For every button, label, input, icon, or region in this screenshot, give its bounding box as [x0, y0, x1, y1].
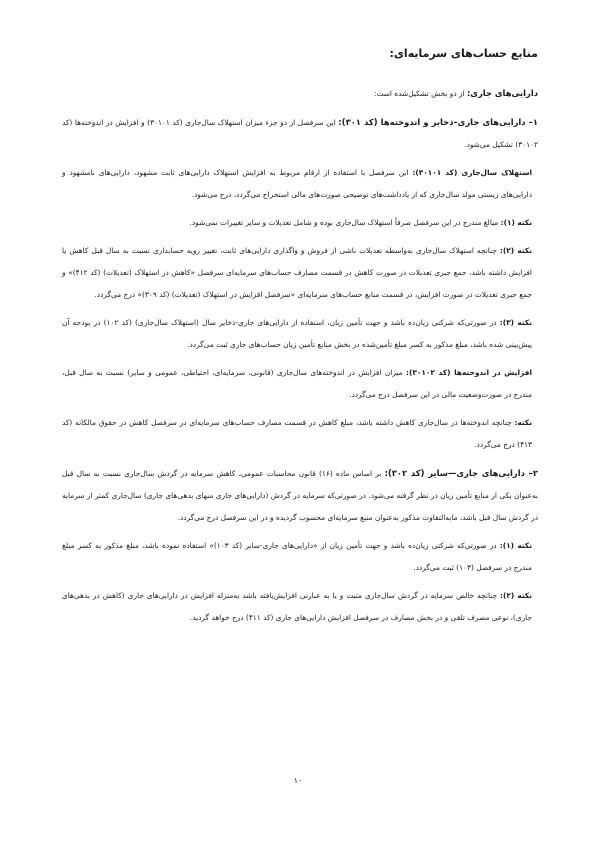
paragraph-text: از دو بخش تشکیل‌شده است: — [373, 89, 467, 98]
paragraph-text: چنانچه اندوخته‌ها در سال‌جاری کاهش داشته باشد، مبلغ کاهش در قسمت مصارف حساب‌های سرمایه‌ای در سرفصل کاهش در حقوق مالکانه (کد ۴۱۳) درج می‌گردد. — [62, 418, 532, 449]
paragraph-lead: نکته (۲): — [499, 246, 532, 255]
paragraph-note-3 — [62, 312, 538, 356]
document-body — [62, 46, 538, 635]
paragraph-reserve-increase — [62, 362, 538, 406]
paragraph-text: در صورتی‌که شرکتی زیان‌ده باشد و جهت تأمین زیان از «دارایی‌های جاری-سایر (کد ۱۰۳)» استفاده نموده باشد، مبلغ مذکور به کسر مبلغ مندرج در سرفصل (۱۰۳) ثبت می‌گردد. — [62, 541, 532, 572]
paragraph-text: مبالغ مندرج در این سرفصل صرفاً استهلاک سال‌جاری بوده و شامل تعدیلات و سایر تغییرات نمی‌شود. — [189, 218, 501, 227]
paragraph-note — [62, 412, 538, 456]
paragraph-lead: نکته: — [514, 418, 532, 427]
paragraph-text: این سرفصل از دو جزء میزان استهلاک سال‌جاری (کد ۳۰۱۰۱) و افزایش در اندوخته‌ها (کد ۳۰۱۰۲) تشکیل می‌شود. — [62, 118, 538, 149]
paragraph-text: بر اساس ماده (۱۶) قانون محاسبات عمومی، کاهش سرمایه در گردش سال‌جاری نسبت به سال قبل به‌عنوان یکی از منابع تأمین زیان در نظر گرفته می‌شود. در صورتی‌که سرمایه در گردش (دارایی‌های جاری منهای بدهی‌های جاری) سال‌جاری کمتر از سرمایه در گردش سال قبل باشد، مابه‌التفاوت مذکور به‌عنوان منبع سرمایه‌ای محسوب گردیده و در این سرفصل درج می‌گردد. — [62, 469, 538, 522]
paragraph-lead: نکته (۳): — [499, 318, 532, 327]
page-title: منابع حساب‌های سرمایه‌ای: — [389, 47, 538, 60]
paragraph-text: میزان افزایش در اندوخته‌های سال‌جاری (قانونی، سرمایه‌ای، احتیاطی، عمومی و سایر) نسبت به سال قبل، مندرج در صورت‌وضعیت مالی در این سرفصل درج می‌گردد. — [62, 368, 532, 399]
paragraph-lead: استهلاک سال‌جاری (کد ۳۰۱۰۱): — [412, 168, 532, 177]
paragraph-text: چنانچه استهلاک سال‌جاری به‌واسطه تعدیلات ناشی از فروش و واگذاری دارایی‌های ثابت، تغییر رویه حسابداری نسبت به سال قبل کاهش یا افزایش داشته باشد، جمع جبری تعدیلات در صورت کاهش در قسمت مصارف حساب‌های سرمایه‌ای سرفصل «کاهش در استهلاک (تعدیلات) (کد ۴۱۲)» و جمع جبری تعدیلات در صورت افزایش، در قسمت منابع حساب‌های سرمایه‌ای «سرفصل افزایش در استهلاک (تعدیلات) (کد ۳۰۹)» درج می‌گردد. — [62, 246, 532, 299]
paragraph-lead: نکته (۱): — [500, 218, 532, 227]
paragraph-note-2b — [62, 585, 538, 629]
paragraph-note-2 — [62, 240, 538, 306]
paragraph-depreciation — [62, 162, 538, 206]
paragraph-lead: ۱– دارایی‌های جاری–ذخایر و اندوخته‌ها (کد ۳۰۱): — [338, 117, 538, 127]
paragraph-current-assets — [62, 82, 538, 105]
paragraph-note-1b — [62, 535, 538, 579]
paragraph-text: در صورتی‌که شرکتی زیان‌ده باشد و جهت تأمین زیان، استفاده از دارایی‌های جاری-ذخایر سال (استهلاک سال‌جاری) (کد ۱۰۲) در بودجه آن پیش‌بینی شده باشد، مبلغ مذکور به کسر مبلغ تأمین‌شده در بخش منابع تأمین زیان حساب‌های جاری ثبت می‌گردد. — [62, 318, 532, 349]
paragraph-lead: نکته (۱): — [499, 541, 532, 550]
paragraph-text: این سرفصل با استفاده از ارقام مربوط به افزایش استهلاک دارایی‌های ثابت مشهود، دارایی‌های نامشهود و دارایی‌های زیستی مولد سال‌جاری که از یادداشت‌های توضیحی صورت‌های مالی استخراج می‌گردد، درج می‌شود. — [62, 168, 532, 199]
paragraph-note-1 — [62, 212, 538, 234]
paragraph-reserves — [62, 111, 538, 156]
paragraph-lead: دارایی‌های جاری: — [466, 88, 538, 98]
paragraph-lead: ۲– دارایی‌های جاری—سایر (کد ۳۰۲): — [384, 468, 538, 478]
paragraph-lead: نکته (۲): — [499, 591, 532, 600]
page-number: ۱۰ — [293, 776, 303, 785]
paragraph-lead: افزایش در اندوخته‌ها (کد ۳۰۱۰۲): — [406, 368, 532, 377]
paragraph-other-current-assets — [62, 462, 538, 529]
paragraph-text: چنانچه خالص سرمایه در گردش سال‌جاری مثبت و یا به عبارتی افزایش‌یافته باشد به‌منزله افزایش در دارایی‌های جاری (کاهش در بدهی‌های جاری)، نوعی مصرف تلقی و در بخش مصارف در سرفصل افزایش دارایی‌های جاری (کد ۴۱۱) درج خواهد گردید. — [62, 591, 532, 622]
